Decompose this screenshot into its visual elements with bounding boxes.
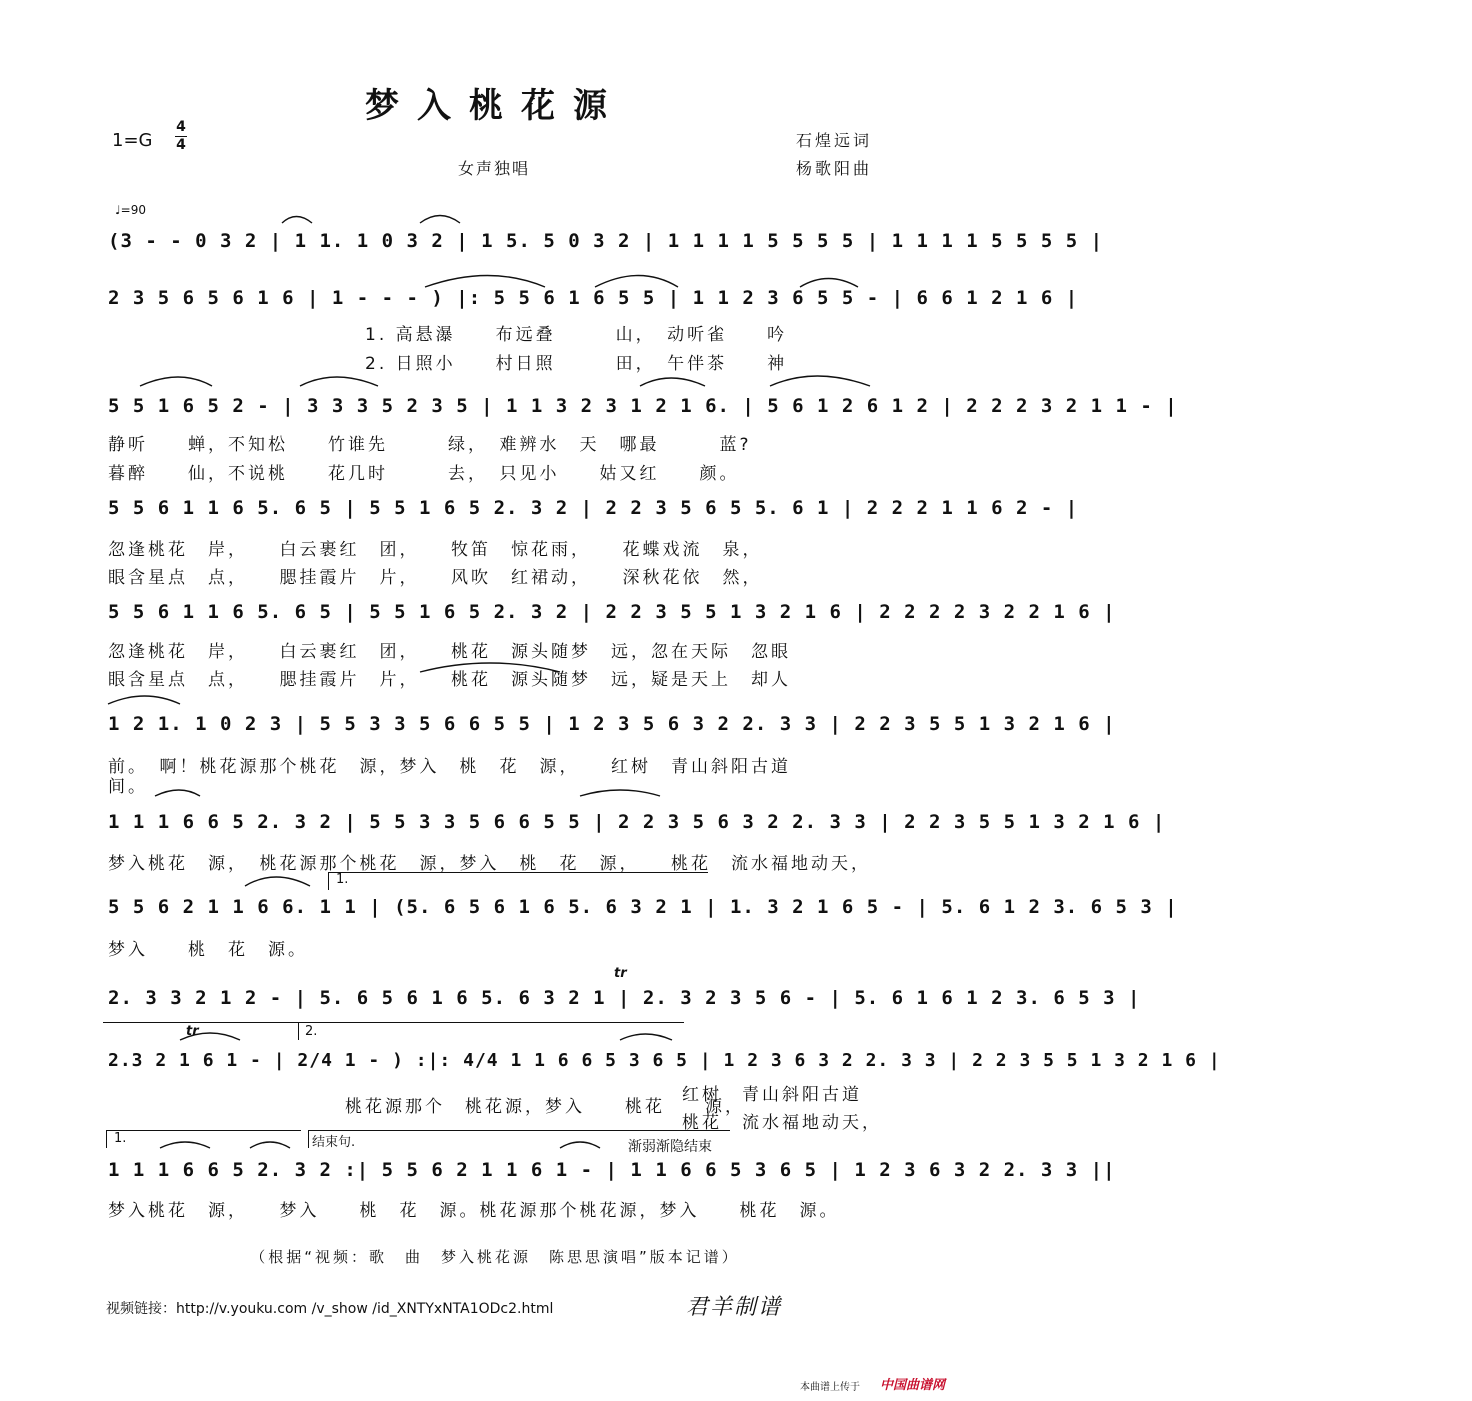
score-row: 1 1 1 6 6 5 2. 3 2 | 5 5 3 3 5 6 6 5 5 | 2 2 3 5 6 3 2 2. 3 3 | 2 2 3 5 5 1 3 2 1 6 | (108, 811, 1166, 833)
volta-one-repeat: 1. (114, 1131, 127, 1146)
lyric-line: 忽逢桃花 岸， 白云裹红 团， 牧笛 惊花雨， 花蝶戏流 泉， (108, 540, 763, 560)
trill-mark: tr (186, 1024, 199, 1039)
score-row: 2. 3 3 2 1 2 - | 5. 6 5 6 1 6 5. 6 3 2 1 | 2. 3 2 3 5 6 - | 5. 6 1 6 1 2 3. 6 5 3 | (108, 987, 1141, 1009)
score-row: (3 - - 0 3 2 | 1 1. 1 0 3 2 | 1 5. 5 0 3 2 | 1 1 1 1 5 5 5 5 | 1 1 1 1 5 5 5 5 | (108, 230, 1104, 252)
composer-credit: 杨歌阳曲 (796, 159, 873, 178)
lyric-line: 前。 啊！桃花源那个桃花 源，梦入 桃 花 源， 红树 青山斜阳古道 (108, 757, 791, 777)
lyric-line: 暮醉 仙，不说桃 花几时 去， 只见小 姑又红 颜。 (108, 464, 740, 484)
song-title: 梦入桃花源 (365, 86, 625, 126)
key-signature: 1=G (112, 130, 153, 151)
tempo-marking: ♩=90 (115, 203, 146, 217)
time-signature: 4 4 (176, 119, 186, 153)
lyric-line: 桃花源那个 桃花源，梦入 桃花 源， (345, 1097, 745, 1117)
score-row: 5 5 6 1 1 6 5. 6 5 | 5 5 1 6 5 2. 3 2 | 2 2 3 5 5 1 3 2 1 6 | 2 2 2 2 3 2 2 1 6 | (108, 601, 1116, 623)
site-logo[interactable]: 中国曲谱网 (880, 1378, 946, 1393)
upload-note: 本曲谱上传于 (800, 1382, 860, 1393)
video-link[interactable]: 视频链接：http://v.youku.com /v_show /id_XNTYxNTA1ODc2.html (106, 1301, 554, 1317)
lyric-line: 2. 日照小 村日照 田， 午伴茶 神 (365, 354, 788, 374)
score-row: 5 5 1 6 5 2 - | 3 3 3 5 2 3 5 | 1 1 3 2 3 1 2 1 6. | 5 6 1 2 6 1 2 | 2 2 2 3 2 1 1 - | (108, 395, 1178, 417)
score-row: 1 1 1 6 6 5 2. 3 2 :| 5 5 6 2 1 1 6 1 - | 1 1 6 6 5 3 6 5 | 1 2 3 6 3 2 2. 3 3 || (108, 1159, 1116, 1181)
transcriber-signature: 君羊制谱 (686, 1295, 783, 1320)
score-row: 1 2 1. 1 0 2 3 | 5 5 3 3 5 6 6 5 5 | 1 2 3 5 6 3 2 2. 3 3 | 2 2 3 5 5 1 3 2 1 6 | (108, 713, 1116, 735)
coda-label: 结束句. (312, 1135, 356, 1150)
fade-note: 渐弱渐隐结束 (628, 1139, 712, 1155)
ending-lyric: 桃花 流水福地动天， (682, 1113, 882, 1133)
lyric-line: 静听 蝉，不知松 竹谁先 绿， 难辨水 天 哪最 蓝? (108, 435, 752, 455)
lyric-line: 梦入桃花 源， 桃花源那个桃花 源，梦入 桃 花 源， 桃花 流水福地动天， (108, 854, 871, 874)
score-row: 2 3 5 6 5 6 1 6 | 1 - - - ) |: 5 5 6 1 6 5 5 | 1 1 2 3 6 5 5 - | 6 6 1 2 1 6 | (108, 287, 1079, 309)
score-row: 5 5 6 1 1 6 5. 6 5 | 5 5 1 6 5 2. 3 2 | 2 2 3 5 6 5 5. 6 1 | 2 2 2 1 1 6 2 - | (108, 497, 1079, 519)
trill-mark: tr (614, 966, 627, 981)
volta-two: 2. (305, 1024, 318, 1039)
performance-type: 女声独唱 (458, 159, 531, 178)
score-row: 2.3 2 1 6 1 - | 2/4 1 - ) :|: 4/4 1 1 6 6 5 3 6 5 | 1 2 3 6 3 2 2. 3 3 | 2 2 3 5 5 1 3 2 1 6 | (108, 1050, 1221, 1071)
lyric-line: 忽逢桃花 岸， 白云裹红 团， 桃花 源头随梦 远，忽在天际 忽眼 (108, 642, 791, 662)
source-note: （根据“视频：歌 曲 梦入桃花源 陈思思演唱”版本记谱） (250, 1248, 740, 1266)
lyric-line: 1. 高悬瀑 布远叠 山， 动听雀 吟 (365, 325, 788, 345)
ending-lyric: 红树 青山斜阳古道 (682, 1085, 862, 1105)
lyric-line: 眼含星点 点， 腮挂霞片 片， 风吹 红裙动， 深秋花依 然， (108, 568, 763, 588)
score-row: 5 5 6 2 1 1 6 6. 1 1 | (5. 6 5 6 1 6 5. 6 3 2 1 | 1. 3 2 1 6 5 - | 5. 6 1 2 3. 6 5 3 | (108, 896, 1178, 918)
lyricist-credit: 石煌远词 (796, 131, 873, 150)
lyric-line: 眼含星点 点， 腮挂霞片 片， 桃花 源头随梦 远，疑是天上 却人 (108, 670, 791, 690)
lyric-line: 梦入桃花 源， 梦入 桃 花 源。桃花源那个桃花源，梦入 桃花 源。 (108, 1201, 840, 1221)
volta-one: 1. (336, 872, 349, 887)
lyric-line: 梦入 桃 花 源。 (108, 940, 308, 960)
lyric-line: 间。 (108, 777, 148, 797)
